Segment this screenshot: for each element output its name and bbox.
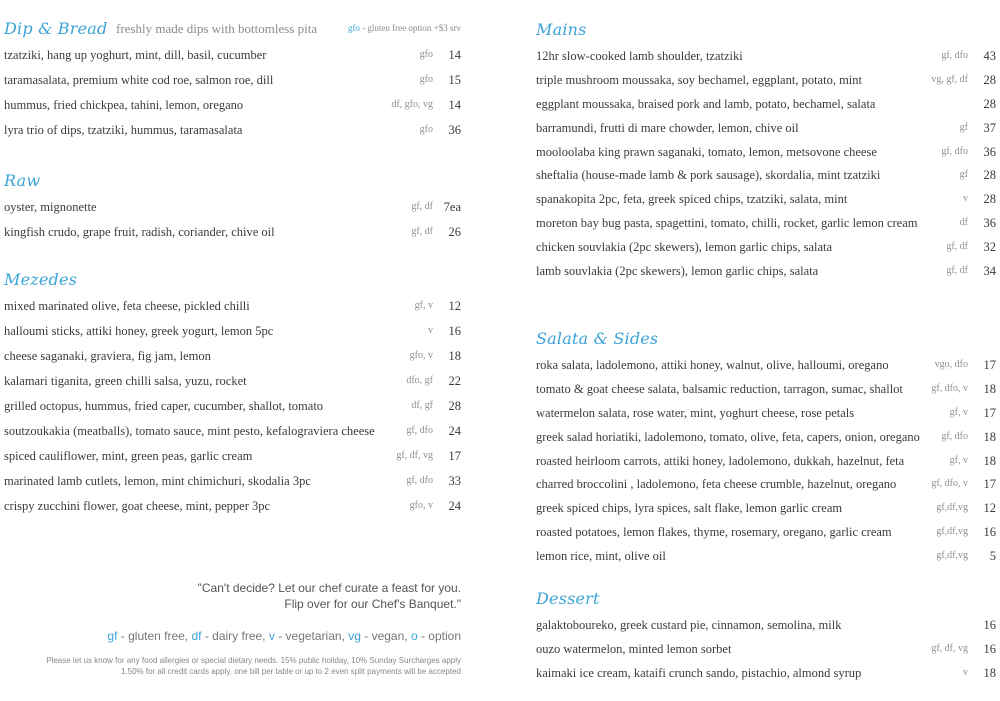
menu-item-dietary-tags: df, gfo, vg [391, 99, 433, 110]
menu-item-price: 36 [983, 216, 996, 231]
menu-item-price: 15 [448, 73, 461, 87]
menu-item-price: 33 [448, 474, 461, 488]
menu-item-dietary-tags: gfo [419, 49, 433, 60]
menu-item-dietary-tags: gf, df [411, 201, 433, 212]
menu-item-price: 34 [983, 264, 996, 279]
menu-item-dietary-tags: gf, df, vg [396, 450, 433, 461]
section-title: Dip & Bread [4, 19, 108, 38]
menu-item-price: 14 [448, 48, 461, 62]
menu-item [4, 222, 461, 247]
menu-item-dietary-tags: v [963, 193, 968, 205]
menu-item [4, 396, 461, 421]
gluten-free-code: gfo [347, 23, 360, 33]
menu-item-price: 16 [983, 525, 996, 540]
menu-item-dietary-tags: gf, dfo [406, 425, 433, 436]
menu-item-price: 17 [983, 358, 996, 372]
menu-item-price: 14 [448, 98, 461, 112]
menu-item-name: halloumi sticks, attiki honey, greek yogurt, lemon 5pc [4, 324, 274, 338]
menu-item-dietary-tags: vg, gf, df [931, 73, 968, 85]
menu-item-dietary-tags: gf [959, 121, 968, 133]
menu-item-dietary-tags: vgo, dfo [934, 359, 968, 370]
menu-item-price: 18 [983, 429, 996, 444]
menu-item-price: 5 [989, 549, 996, 564]
menu-item-name: kaimaki ice cream, kataifi crunch sando, pistachio, almond syrup [536, 665, 862, 680]
menu-item-price: 12 [983, 501, 996, 516]
item-list [4, 296, 461, 521]
menu-item-dietary-tags: df [959, 217, 968, 229]
section-salata-sides [536, 329, 996, 570]
menu-item-name: greek salad horiatiki, ladolemono, tomato, olive, feta, capers, onion, oregano [536, 429, 920, 444]
menu-item-name: chicken souvlakia (2pc skewers), lemon garlic chips, salata [536, 240, 833, 255]
menu-item [536, 118, 996, 142]
menu-item-dietary-tags: gf, df, vg [931, 642, 968, 654]
menu-item-dietary-tags: gfo, v [409, 350, 433, 361]
section-mains [536, 20, 996, 285]
menu-item-name: roasted heirloom carrots, attiki honey, ladolemono, dukkah, hazelnut, feta [536, 453, 905, 468]
legend-code-o: o [410, 629, 418, 643]
section-dessert [536, 589, 996, 687]
menu-item-name: tomato & goat cheese salata, balsamic reduction, tarragon, sumac, shallot [536, 381, 903, 396]
menu-item-name: charred broccolini , ladolemono, feta cheese crumble, hazelnut, oregano [536, 477, 897, 492]
menu-item [4, 120, 461, 145]
menu-item-name: greek spiced chips, lyra spices, salt flake, lemon garlic cream [536, 501, 843, 516]
section-raw [4, 171, 461, 247]
menu-item [536, 355, 996, 379]
menu-item-dietary-tags: gf, v [949, 406, 968, 418]
dietary-legend [107, 629, 461, 643]
menu-item-name: oyster, mignonette [4, 200, 97, 214]
menu-item-name: crispy zucchini flower, goat cheese, mint, pepper 3pc [4, 499, 271, 513]
menu-item [536, 427, 996, 451]
menu-item [4, 70, 461, 95]
legend-code-vg: vg [348, 629, 361, 643]
menu-item-name: spiced cauliflower, mint, green peas, garlic cream [4, 449, 253, 463]
chef-banquet-callout [198, 580, 461, 612]
menu-item [536, 165, 996, 189]
menu-item-price: 37 [983, 120, 996, 135]
section-title: Mains [536, 20, 587, 39]
menu-item [536, 261, 996, 285]
menu-item [536, 46, 996, 70]
menu-item-dietary-tags: gfo, v [409, 500, 433, 511]
menu-item [536, 213, 996, 237]
menu-item-dietary-tags: v [428, 325, 433, 336]
section-title: Raw [4, 171, 41, 190]
legend-code-df: df [191, 629, 202, 643]
section-subtitle: freshly made dips with bottomless pita [116, 21, 318, 36]
item-list [4, 45, 461, 145]
gluten-free-note [348, 23, 461, 33]
section-title: Salata & Sides [536, 329, 659, 348]
legend-code-gf: gf [107, 629, 118, 643]
menu-item-name: taramasalata, premium white cod roe, salmon roe, dill [4, 73, 274, 87]
menu-item-price: 22 [448, 374, 461, 388]
gluten-free-note-text: - gluten free option +$3 srv [359, 23, 461, 33]
section-header [536, 20, 996, 46]
menu-item [4, 496, 461, 521]
menu-item [536, 70, 996, 94]
menu-item-price: 24 [448, 424, 461, 438]
menu-item-dietary-tags: gf,df,vg [936, 550, 968, 562]
legend-code-v: v [268, 629, 275, 643]
menu-item-dietary-tags: gf, dfo [941, 145, 968, 157]
menu-item [536, 451, 996, 475]
menu-item [536, 237, 996, 261]
fine-print-line-1: Please let us know for any food allergies or special dietary needs. 15% public holiday, 10% Sunday Surcharges apply [46, 656, 461, 665]
surcharge-fine-print [46, 655, 461, 677]
menu-item [4, 446, 461, 471]
menu-item-dietary-tags: gf, v [949, 454, 968, 466]
menu-item-price: 18 [448, 349, 461, 363]
menu-item-price: 28 [448, 399, 461, 413]
callout-line-2: Flip over for our Chef's Banquet." [284, 597, 461, 611]
menu-item-name: moreton bay bug pasta, spagettini, tomato, chilli, rocket, garlic lemon cream [536, 216, 918, 231]
menu-item-name: galaktoboureko, greek custard pie, cinnamon, semolina, milk [536, 618, 842, 632]
menu-item [4, 371, 461, 396]
menu-item-name: kalamari tiganita, green chilli salsa, yuzu, rocket [4, 374, 247, 388]
legend-label-o: - option [417, 629, 461, 643]
item-list [536, 355, 996, 570]
menu-item-price: 32 [983, 240, 996, 255]
menu-item-dietary-tags: gf, df [946, 265, 968, 277]
menu-item-name: lyra trio of dips, tzatziki, hummus, taramasalata [4, 123, 243, 137]
menu-item-price: 36 [983, 144, 996, 159]
menu-item [536, 546, 996, 570]
menu-item-dietary-tags: gf, dfo [406, 475, 433, 486]
menu-item [536, 189, 996, 213]
menu-item-name: kingfish crudo, grape fruit, radish, coriander, chive oil [4, 225, 275, 239]
menu-item-dietary-tags: gf, v [414, 300, 433, 311]
menu-item-price: 17 [448, 449, 461, 463]
menu-item-name: roasted potatoes, lemon flakes, thyme, rosemary, oregano, garlic cream [536, 525, 892, 540]
menu-item [536, 522, 996, 546]
menu-item [536, 379, 996, 403]
menu-item-price: 18 [983, 665, 996, 680]
menu-item [4, 421, 461, 446]
menu-item-name: triple mushroom moussaka, soy bechamel, eggplant, potato, mint [536, 72, 862, 87]
menu-item-price: 7ea [443, 200, 461, 214]
section-header [4, 270, 461, 296]
menu-item [4, 346, 461, 371]
menu-item-price: 16 [448, 324, 461, 338]
menu-item-price: 18 [983, 381, 996, 396]
menu-item-name: soutzoukakia (meatballs), tomato sauce, mint pesto, kefalograviera cheese [4, 424, 375, 438]
menu-item-name: barramundi, frutti di mare chowder, lemon, chive oil [536, 120, 799, 135]
menu-item [536, 142, 996, 166]
menu-item-name: ouzo watermelon, minted lemon sorbet [536, 641, 732, 656]
section-mezedes [4, 270, 461, 521]
section-title: Dessert [536, 589, 600, 608]
menu-item [536, 403, 996, 427]
menu-item-name: hummus, fried chickpea, tahini, lemon, oregano [4, 98, 244, 112]
menu-item-name: watermelon salata, rose water, mint, yoghurt cheese, rose petals [536, 405, 855, 420]
item-list [536, 46, 996, 285]
menu-item-name: sheftalia (house-made lamb & pork sausage), skordalia, mint tzatziki [536, 168, 881, 183]
menu-item [536, 94, 996, 118]
menu-item-name: marinated lamb cutlets, lemon, mint chimichuri, skodalia 3pc [4, 474, 311, 488]
menu-item-name: tzatziki, hang up yoghurt, mint, dill, basil, cucumber [4, 48, 267, 62]
menu-item-price: 17 [983, 477, 996, 492]
menu-item-price: 17 [983, 405, 996, 420]
item-list [536, 615, 996, 687]
menu-item-price: 28 [983, 168, 996, 183]
menu-item [4, 321, 461, 346]
legend-label-df: - dairy free, [201, 629, 269, 643]
section-title: Mezedes [4, 270, 78, 289]
menu-item [536, 498, 996, 522]
menu-item [536, 615, 996, 639]
item-list [4, 197, 461, 247]
menu-item-dietary-tags: gf,df,vg [936, 526, 968, 538]
menu-item [4, 471, 461, 496]
section-header [536, 589, 996, 615]
menu-item-name: 12hr slow-cooked lamb shoulder, tzatziki [536, 49, 743, 63]
menu-item-price: 16 [983, 618, 996, 632]
menu-item-dietary-tags: gf, df [946, 241, 968, 253]
menu-item-name: cheese saganaki, graviera, fig jam, lemon [4, 349, 211, 363]
menu-item-price: 16 [983, 641, 996, 656]
menu-item-price: 36 [448, 123, 461, 137]
menu-item-dietary-tags: gf [959, 169, 968, 181]
legend-label-v: - vegetarian, [274, 629, 349, 643]
section-dip-bread [4, 19, 461, 145]
menu-item-dietary-tags: gf, dfo [941, 50, 968, 61]
menu-item-dietary-tags: df, gf [411, 400, 433, 411]
menu-item-dietary-tags: v [963, 666, 968, 678]
menu-item [4, 197, 461, 222]
menu-item-price: 28 [983, 192, 996, 207]
menu-item-dietary-tags: gf, df [411, 226, 433, 237]
menu-item-dietary-tags: gf, dfo [941, 430, 968, 442]
menu-item-dietary-tags: gf,df,vg [936, 502, 968, 514]
menu-item-dietary-tags: gf, dfo, v [931, 382, 968, 394]
menu-item-name: roka salata, ladolemono, attiki honey, walnut, olive, halloumi, oregano [536, 358, 889, 372]
menu-item [536, 663, 996, 687]
section-header [4, 171, 461, 197]
section-header [536, 329, 996, 355]
menu-item-price: 24 [448, 499, 461, 513]
menu-item-name: lemon rice, mint, olive oil [536, 549, 666, 564]
callout-line-1: "Can't decide? Let our chef curate a feast for you. [197, 581, 461, 595]
menu-item [4, 45, 461, 70]
menu-item-dietary-tags: gfo [419, 124, 433, 135]
menu-item-price: 28 [983, 96, 996, 111]
menu-item-name: eggplant moussaka, braised pork and lamb, potato, bechamel, salata [536, 96, 876, 111]
fine-print-line-2: 1.50% for all credit cards apply. one bill per table or up to 2 even split payments will be accepted [120, 667, 461, 676]
section-header [4, 19, 461, 45]
menu-item-price: 18 [983, 453, 996, 468]
legend-label-gf: - gluten free, [117, 629, 192, 643]
menu-item-dietary-tags: dfo, gf [406, 375, 433, 386]
menu-item-price: 43 [983, 49, 996, 63]
menu-item-name: spanakopita 2pc, feta, greek spiced chips, tzatziki, salata, mint [536, 192, 848, 207]
menu-item-dietary-tags: gfo [419, 74, 433, 85]
menu-item [536, 474, 996, 498]
menu-item-name: grilled octopus, hummus, fried caper, cucumber, shallot, tomato [4, 399, 324, 413]
menu-item [4, 296, 461, 321]
menu-item-price: 26 [448, 225, 461, 239]
menu-item-name: lamb souvlakia (2pc skewers), lemon garlic chips, salata [536, 264, 819, 279]
menu-item-name: mixed marinated olive, feta cheese, pickled chilli [4, 299, 250, 313]
legend-label-vg: - vegan, [360, 629, 411, 643]
menu-item-price: 28 [983, 72, 996, 87]
menu-item-dietary-tags: gf, dfo, v [931, 478, 968, 490]
menu-item-name: mooloolaba king prawn saganaki, tomato, lemon, metsovone cheese [536, 144, 877, 159]
menu-item [536, 639, 996, 663]
menu-item [4, 95, 461, 120]
menu-item-price: 12 [448, 299, 461, 313]
